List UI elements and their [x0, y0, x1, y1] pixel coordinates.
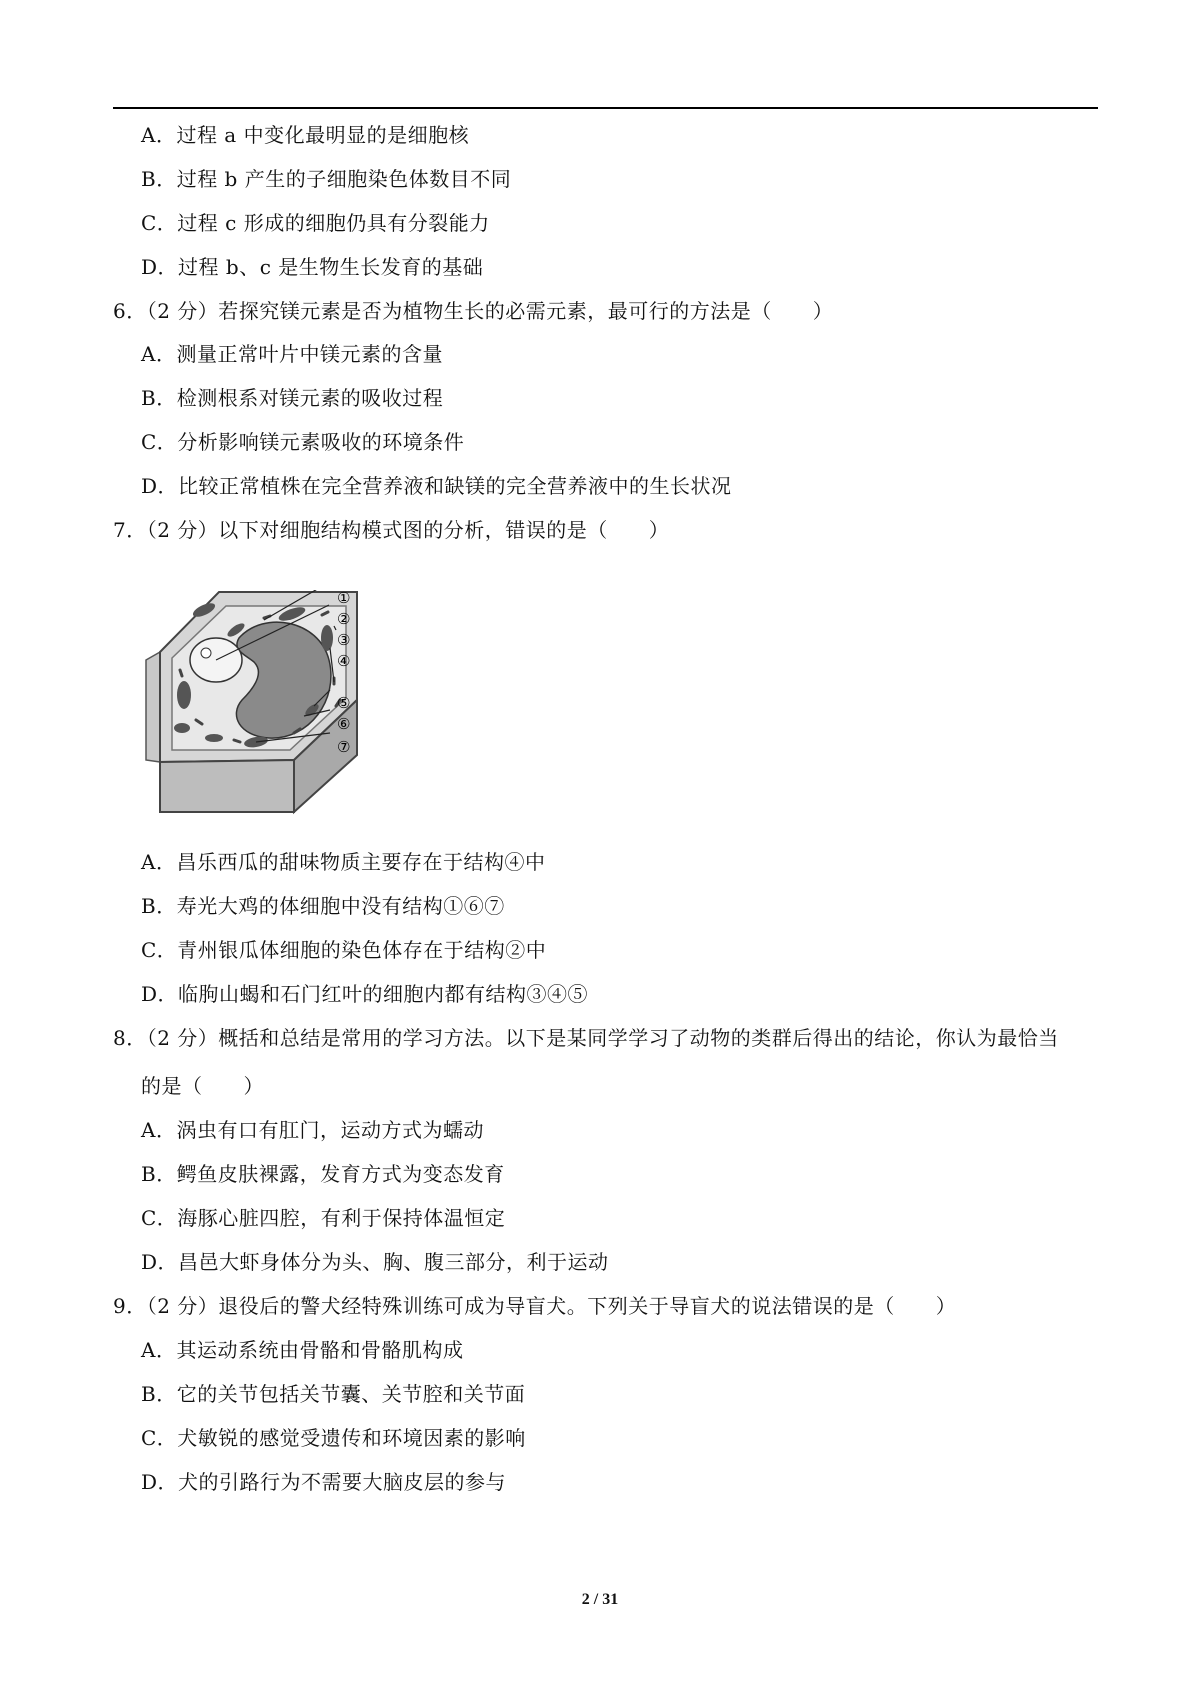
- q6-option-c: C．分析影响镁元素吸收的环境条件: [141, 430, 465, 454]
- callout-3: ③: [337, 631, 351, 649]
- q8-stem: 8．（2 分）概括和总结是常用的学习方法。以下是某同学学习了动物的类群后得出的结论，你认为最恰当: [113, 1026, 1059, 1050]
- q5-option-b: B．过程 b 产生的子细胞染色体数目不同: [141, 167, 512, 191]
- q6-option-d: D．比较正常植株在完全营养液和缺镁的完全营养液中的生长状况: [141, 474, 732, 498]
- q6-stem: 6．（2 分）若探究镁元素是否为植物生长的必需元素，最可行的方法是（ ）: [113, 299, 834, 323]
- callout-5: ⑤: [337, 694, 351, 712]
- plant-cell-diagram: [144, 590, 404, 825]
- q9-option-d: D．犬的引路行为不需要大脑皮层的参与: [141, 1470, 507, 1494]
- callout-1: ①: [337, 590, 351, 607]
- q9-option-b: B．它的关节包括关节囊、关节腔和关节面: [141, 1382, 526, 1406]
- header-rule: [113, 107, 1098, 109]
- q5-option-a: A．过程 a 中变化最明显的是细胞核: [141, 123, 470, 147]
- q9-option-c: C．犬敏锐的感觉受遗传和环境因素的影响: [141, 1426, 526, 1450]
- q8-option-a: A．涡虫有口有肛门，运动方式为蠕动: [141, 1118, 484, 1142]
- q8-stem-continuation: 的是（ ）: [141, 1074, 264, 1098]
- q6-option-b: B．检测根系对镁元素的吸收过程: [141, 386, 444, 410]
- q5-option-d: D．过程 b、c 是生物生长发育的基础: [141, 255, 484, 279]
- callout-4: ④: [337, 652, 351, 670]
- q8-option-d: D．昌邑大虾身体分为头、胸、腹三部分，利于运动: [141, 1250, 609, 1274]
- q8-option-b: B．鳄鱼皮肤裸露，发育方式为变态发育: [141, 1162, 505, 1186]
- q7-option-d: D．临朐山蝎和石门红叶的细胞内都有结构③④⑤: [141, 982, 589, 1006]
- page-number: 2 / 31: [581, 1591, 619, 1608]
- q5-option-c: C．过程 c 形成的细胞仍具有分裂能力: [141, 211, 490, 235]
- q7-stem: 7．（2 分）以下对细胞结构模式图的分析，错误的是（ ）: [113, 518, 670, 542]
- q7-option-b: B．寿光大鸡的体细胞中没有结构①⑥⑦: [141, 894, 505, 918]
- callout-6: ⑥: [337, 715, 351, 733]
- q9-stem: 9．（2 分）退役后的警犬经特殊训练可成为导盲犬。下列关于导盲犬的说法错误的是（ ）: [113, 1294, 957, 1318]
- q8-option-c: C．海豚心脏四腔，有利于保持体温恒定: [141, 1206, 506, 1230]
- q7-option-c: C．青州银瓜体细胞的染色体存在于结构②中: [141, 938, 547, 962]
- callout-2: ②: [337, 610, 351, 628]
- q7-option-a: A．昌乐西瓜的甜味物质主要存在于结构④中: [141, 850, 546, 874]
- q9-option-a: A．其运动系统由骨骼和骨骼肌构成: [141, 1338, 464, 1362]
- callout-7: ⑦: [337, 738, 351, 756]
- q6-option-a: A．测量正常叶片中镁元素的含量: [141, 342, 443, 366]
